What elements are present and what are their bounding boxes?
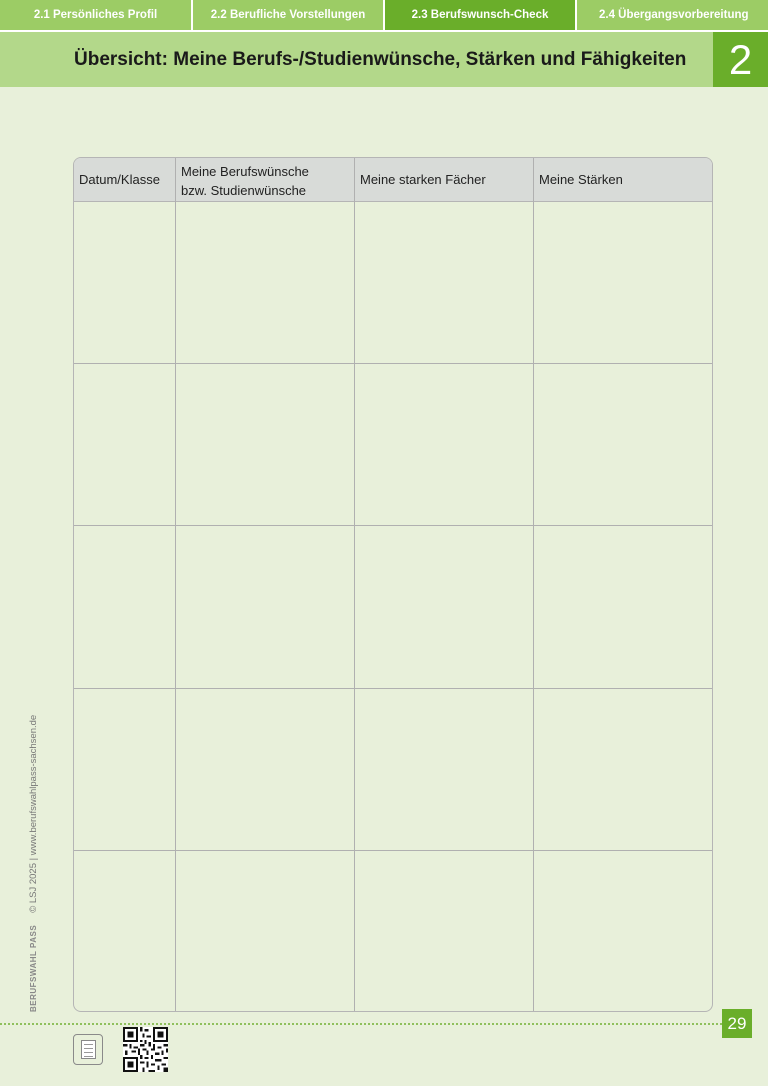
chapter-number: 2 xyxy=(713,32,768,87)
column-divider xyxy=(354,158,355,1011)
document-icon[interactable] xyxy=(73,1034,103,1065)
tab-uebergangsvorbereitung[interactable]: 2.4 Übergangsvorbereitung xyxy=(577,0,768,30)
tab-berufliche-vorstellungen[interactable]: 2.2 Berufliche Vorstellungen xyxy=(193,0,385,30)
qr-code-icon[interactable] xyxy=(123,1027,168,1072)
column-header-staerken: Meine Stärken xyxy=(539,172,623,187)
berufswahlpass-logo: BERUFSWAHL PASS xyxy=(29,924,38,1012)
row-divider xyxy=(74,850,712,851)
column-divider xyxy=(175,158,176,1011)
column-divider xyxy=(533,158,534,1011)
table-header xyxy=(74,158,712,202)
row-divider xyxy=(74,363,712,364)
row-divider xyxy=(74,688,712,689)
page-title: Übersicht: Meine Berufs-/Studienwünsche, Stärken und Fähigkeiten xyxy=(74,48,687,70)
row-divider xyxy=(74,525,712,526)
copyright-text: © LSJ 2025 | www.berufswahlpass-sachsen.de xyxy=(28,714,39,913)
overview-table xyxy=(73,157,713,1012)
column-header-faecher: Meine starken Fächer xyxy=(360,172,486,187)
column-header-datum: Datum/Klasse xyxy=(79,172,160,187)
page-number: 29 xyxy=(722,1009,752,1038)
chapter-tabs xyxy=(0,0,768,30)
column-header-berufswuensche: Meine Berufswünsche bzw. Studienwünsche xyxy=(181,164,309,198)
tab-persoenliches-profil[interactable]: 2.1 Persönliches Profil xyxy=(0,0,193,30)
footer-divider xyxy=(0,1023,722,1025)
tab-berufswunsch-check[interactable]: 2.3 Berufswunsch-Check xyxy=(385,0,577,30)
page-header xyxy=(0,32,713,87)
sidebar-copyright xyxy=(28,715,39,1012)
